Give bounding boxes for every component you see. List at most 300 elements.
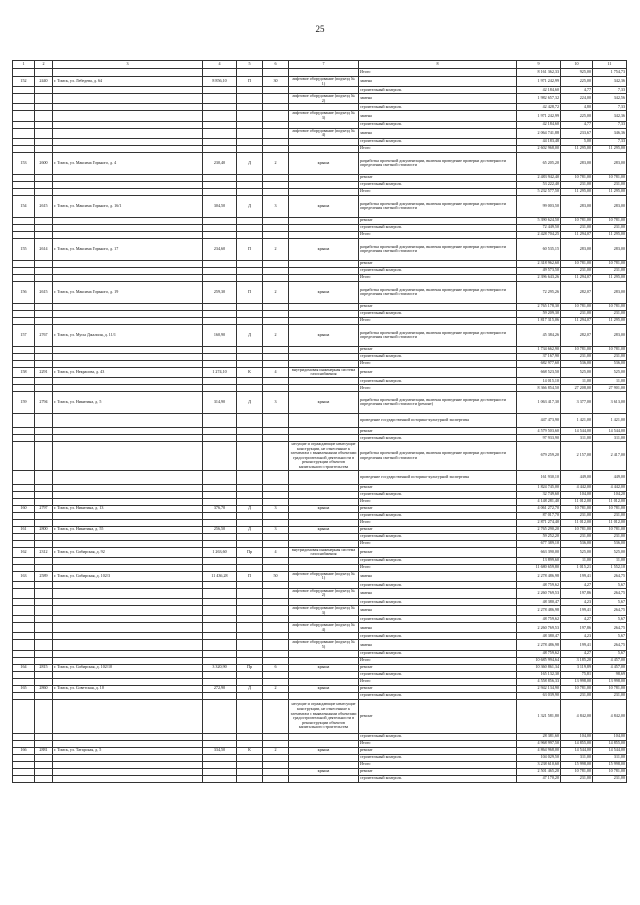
table-cell [35, 138, 53, 145]
table-cell: крыша [289, 685, 359, 692]
table-cell: 225,00 [561, 77, 593, 87]
table-cell: 2 [263, 152, 289, 174]
table-cell: 342,36 [593, 77, 627, 87]
table-cell [203, 678, 237, 685]
table-cell: 1 824 745,00 [517, 484, 561, 491]
table-cell [263, 427, 289, 434]
table-cell [237, 699, 263, 733]
table-cell: 3 377,00 [561, 391, 593, 413]
table-cell: 48 380,47 [517, 633, 561, 640]
table-cell: Д [237, 685, 263, 692]
table-cell [289, 138, 359, 145]
table-cell: 2589 [35, 571, 53, 581]
table-cell: крыша [289, 664, 359, 671]
table-row [13, 391, 627, 413]
table-cell: 165 132,30 [517, 671, 561, 678]
table-cell [263, 678, 289, 685]
table-row [13, 427, 627, 434]
table-cell: 272,90 [203, 685, 237, 692]
table-cell: 5,67 [593, 581, 627, 588]
table-cell [203, 491, 237, 498]
table-cell: 7,33 [593, 87, 627, 94]
table-cell [289, 519, 359, 526]
table-cell: г. Томск, ул. Максима Горького, д. 16/1 [53, 195, 203, 217]
table-cell [53, 623, 203, 633]
table-cell: К [237, 367, 263, 377]
table-cell [237, 441, 263, 470]
table-cell: разработка проектной документации, включая проведение проверки достоверности определения сметной стоимости [359, 441, 517, 470]
table-cell: 4,77 [561, 121, 593, 128]
table-cell: 1 982 657,32 [517, 94, 561, 104]
table-cell [289, 434, 359, 441]
table-cell [203, 512, 237, 519]
table-cell: 282,07 [561, 324, 593, 346]
table-cell: внутридомовая инженерная система газоснабжения [289, 367, 359, 377]
table-cell [53, 267, 203, 274]
table-cell: 163 [13, 571, 35, 581]
table-cell: 536,00 [593, 360, 627, 367]
table-row [13, 519, 627, 526]
table-cell [35, 678, 53, 685]
table-cell [53, 128, 203, 138]
table-cell [263, 188, 289, 195]
table-cell [13, 588, 35, 598]
table-row [13, 174, 627, 181]
table-cell: ремонт [359, 547, 517, 557]
table-row [13, 512, 627, 519]
table-cell [13, 346, 35, 353]
table-cell: ремонт [359, 367, 517, 377]
table-cell [237, 533, 263, 540]
table-cell [35, 775, 53, 782]
table-row [13, 484, 627, 491]
table-cell [263, 377, 289, 384]
table-cell [35, 434, 53, 441]
table-cell [35, 671, 53, 678]
table-cell [203, 138, 237, 145]
table-row [13, 138, 627, 145]
table-cell: строительный контроль [359, 181, 517, 188]
table-cell [263, 224, 289, 231]
table-cell: 2 501 465,20 [517, 768, 561, 775]
table-cell: 536,00 [561, 360, 593, 367]
table-cell [35, 111, 53, 121]
table-cell: ремонт [359, 303, 517, 310]
table-cell: разработка проектной документации, включая проведение проверки достоверности определения сметной стоимости [359, 238, 517, 260]
table-cell: Д [237, 505, 263, 512]
table-cell: 1 552,10 [593, 564, 627, 571]
table-cell: 10 781,00 [593, 505, 627, 512]
table-cell: 3 [263, 195, 289, 217]
table-cell [289, 733, 359, 740]
table-cell [237, 491, 263, 498]
table-cell [263, 441, 289, 470]
table-cell [203, 87, 237, 94]
table-cell [35, 94, 53, 104]
table-cell: 50 [263, 571, 289, 581]
table-cell [13, 740, 35, 747]
table-cell: г. Томск, ул. Сибирская, д. 92 [53, 547, 203, 557]
table-cell [263, 692, 289, 699]
table-cell: 283,00 [593, 152, 627, 174]
table-cell: 197,86 [561, 623, 593, 633]
table-cell [237, 754, 263, 761]
table-cell: Итого [359, 740, 517, 747]
table-cell [203, 640, 237, 650]
table-cell: 1 421,00 [561, 413, 593, 427]
table-cell [13, 540, 35, 547]
table-cell [35, 606, 53, 616]
table-cell: 48 380,47 [517, 599, 561, 606]
table-cell: 231,00 [593, 533, 627, 540]
table-row [13, 633, 627, 640]
table-cell: 5,67 [593, 650, 627, 657]
table-cell [263, 303, 289, 310]
table-cell [53, 640, 203, 650]
table-cell [289, 470, 359, 484]
table-cell [237, 581, 263, 588]
table-cell [263, 768, 289, 775]
table-cell: 4 442,00 [593, 484, 627, 491]
table-cell: 11 295,00 [593, 231, 627, 238]
table-row [13, 557, 627, 564]
table-cell: 4 558 856,33 [517, 678, 561, 685]
table-cell [53, 87, 203, 94]
table-cell: 72 295,26 [517, 281, 561, 303]
table-cell [53, 633, 203, 640]
table-cell: 311,00 [593, 434, 627, 441]
table-cell [35, 540, 53, 547]
table-cell: П [237, 238, 263, 260]
table-cell [13, 733, 35, 740]
table-cell [35, 470, 53, 484]
table-cell: 1 063 417,30 [517, 391, 561, 413]
table-cell [53, 231, 203, 238]
table-cell [289, 377, 359, 384]
table-cell: 104 029,50 [517, 754, 561, 761]
table-cell: г. Томск, ул. Советская, д. 10 [53, 685, 203, 692]
table-cell [263, 94, 289, 104]
table-cell: 5,67 [593, 616, 627, 623]
table-cell: 14 855,00 [593, 740, 627, 747]
table-cell: 72 449,50 [517, 224, 561, 231]
table-cell [237, 733, 263, 740]
table-cell: лифтовое оборудование (подъезд № 3) [289, 606, 359, 616]
table-cell [203, 267, 237, 274]
table-cell [53, 768, 203, 775]
table-cell: 63 039,90 [517, 692, 561, 699]
column-header: 11 [593, 61, 627, 69]
table-cell [203, 94, 237, 104]
table-cell [35, 260, 53, 267]
table-cell: замена [359, 77, 517, 87]
table-cell: 11 436,28 [203, 571, 237, 581]
table-cell [203, 260, 237, 267]
table-cell: 283,00 [593, 195, 627, 217]
table-cell: 1 263,60 [203, 547, 237, 557]
table-cell: строительный контроль [359, 633, 517, 640]
table-row [13, 533, 627, 540]
table-cell: 283,00 [593, 324, 627, 346]
table-cell: 11,00 [593, 377, 627, 384]
table-cell: 2 [263, 324, 289, 346]
table-cell: замена [359, 111, 517, 121]
table-cell [53, 174, 203, 181]
table-cell [13, 267, 35, 274]
table-cell [35, 267, 53, 274]
table-cell [237, 564, 263, 571]
table-cell [53, 699, 203, 733]
table-cell: 231,00 [561, 267, 593, 274]
table-cell: разработка проектной документации, включая проведение проверки достоверности определения сметной стоимости [359, 152, 517, 174]
table-cell: строительный контроль [359, 121, 517, 128]
table-cell: Итого [359, 231, 517, 238]
table-cell [13, 260, 35, 267]
table-cell [13, 303, 35, 310]
table-cell [289, 384, 359, 391]
table-cell: 10 781,00 [561, 768, 593, 775]
table-cell: замена [359, 588, 517, 598]
table-cell [289, 557, 359, 564]
table-cell: Д [237, 526, 263, 533]
table-cell: 283,00 [561, 152, 593, 174]
table-cell: 525,00 [561, 547, 593, 557]
table-row [13, 685, 627, 692]
table-cell [289, 564, 359, 571]
table-cell: 2 602 968,00 [517, 145, 561, 152]
table-cell [263, 267, 289, 274]
table-cell: 2 260 769,53 [517, 623, 561, 633]
table-cell [53, 274, 203, 281]
table-cell [53, 224, 203, 231]
table-cell [263, 69, 289, 77]
table-cell: лифтовое оборудование (подъезд № 1) [289, 77, 359, 87]
table-cell: 11 295,00 [593, 317, 627, 324]
table-cell [263, 657, 289, 664]
table-cell: 4 442,00 [561, 484, 593, 491]
table-cell [263, 310, 289, 317]
table-cell: ремонт [359, 768, 517, 775]
table-cell [53, 346, 203, 353]
table-cell: 2 260 769,53 [517, 588, 561, 598]
table-cell [237, 768, 263, 775]
table-cell [35, 69, 53, 77]
table-cell: 159 [13, 391, 35, 413]
table-cell [13, 377, 35, 384]
table-cell: 3 320,90 [203, 664, 237, 671]
table-cell: ремонт [359, 346, 517, 353]
table-cell [263, 588, 289, 598]
table-cell: 2 318 962,60 [517, 260, 561, 267]
table-cell: ремонт [359, 699, 517, 733]
table-row [13, 606, 627, 616]
table-cell [289, 188, 359, 195]
table-cell [53, 145, 203, 152]
table-cell: 37 167,90 [517, 353, 561, 360]
table-cell: 3 [263, 391, 289, 413]
table-cell [203, 231, 237, 238]
table-cell: крыша [289, 526, 359, 533]
table-cell [263, 616, 289, 623]
table-cell [289, 231, 359, 238]
table-row [13, 434, 627, 441]
table-cell: 231,00 [561, 181, 593, 188]
table-cell [203, 346, 237, 353]
table-row [13, 128, 627, 138]
table-cell: 1 274,10 [203, 367, 237, 377]
table-cell: Итого [359, 274, 517, 281]
table-cell [289, 657, 359, 664]
table-row [13, 498, 627, 505]
table-cell [53, 740, 203, 747]
table-cell: ремонт [359, 260, 517, 267]
table-row [13, 231, 627, 238]
table-cell: 264,75 [593, 640, 627, 650]
table-cell: 199,41 [561, 606, 593, 616]
table-cell [263, 317, 289, 324]
table-cell [203, 353, 237, 360]
table-cell: 2860 [35, 685, 53, 692]
table-cell [289, 224, 359, 231]
table-row [13, 640, 627, 650]
table-cell [237, 217, 263, 224]
table-cell: 1 734 662,90 [517, 346, 561, 353]
table-cell [289, 317, 359, 324]
table-cell: 153 [13, 152, 35, 174]
table-cell: крыша [289, 768, 359, 775]
table-cell: 1 421,00 [593, 413, 627, 427]
table-cell: 4,80 [561, 104, 593, 111]
table-cell: ремонт [359, 217, 517, 224]
table-cell: 231,00 [561, 692, 593, 699]
table-row [13, 367, 627, 377]
table-cell: 1 015,21 [561, 564, 593, 571]
table-cell [203, 69, 237, 77]
table-cell: 231,00 [593, 181, 627, 188]
table-cell [35, 121, 53, 128]
table-cell [289, 181, 359, 188]
table-cell [13, 623, 35, 633]
table-cell: 3 185,20 [561, 657, 593, 664]
table-cell [53, 413, 203, 427]
table-cell [237, 588, 263, 598]
table-cell [13, 557, 35, 564]
table-cell: 10 781,00 [561, 174, 593, 181]
table-cell: 4,77 [561, 87, 593, 94]
table-cell [53, 181, 203, 188]
table-cell [53, 512, 203, 519]
table-cell [237, 692, 263, 699]
table-cell [35, 699, 53, 733]
table-cell [13, 678, 35, 685]
table-cell: 15 998,00 [593, 761, 627, 768]
table-row [13, 152, 627, 174]
table-cell [289, 174, 359, 181]
table-cell: лифтовое оборудование (подъезд № 2) [289, 588, 359, 598]
table-cell: 11 294,07 [561, 274, 593, 281]
table-cell: 14 015,10 [517, 377, 561, 384]
table-cell: строительный контроль [359, 599, 517, 606]
table-cell [263, 733, 289, 740]
table-cell: 925,00 [561, 69, 593, 77]
table-cell [53, 317, 203, 324]
table-cell: строительный контроль [359, 650, 517, 657]
column-header: 2 [35, 61, 53, 69]
table-cell [289, 104, 359, 111]
table-cell: ремонт [359, 427, 517, 434]
table-cell [263, 599, 289, 606]
table-cell: 231,00 [593, 512, 627, 519]
table-row [13, 678, 627, 685]
table-cell: ремонт [359, 505, 517, 512]
table-cell: 11,00 [561, 557, 593, 564]
table-cell [237, 640, 263, 650]
table-cell [13, 217, 35, 224]
table-cell [237, 267, 263, 274]
table-cell: 231,00 [561, 224, 593, 231]
table-cell [237, 650, 263, 657]
table-cell: строительный контроль [359, 671, 517, 678]
table-cell: 2 871 274,40 [517, 519, 561, 526]
table-cell: 536,00 [561, 540, 593, 547]
table-cell [13, 145, 35, 152]
table-cell: 42 184,60 [517, 121, 561, 128]
table-cell [35, 692, 53, 699]
table-row [13, 599, 627, 606]
table-cell: несущие и ограждающие ненесущие конструкции, не отнесенные к элементам с выявленными объектами градостроительной деятельности в реконструкции объектов капитального строительства [289, 699, 359, 733]
table-cell: 3 613,00 [593, 391, 627, 413]
table-cell: 45 384,26 [517, 324, 561, 346]
table-cell [53, 484, 203, 491]
table-cell [289, 427, 359, 434]
table-cell: 11 012,00 [593, 519, 627, 526]
table-cell: 2312 [35, 547, 53, 557]
table-cell [53, 519, 203, 526]
table-cell: 10 781,00 [561, 505, 593, 512]
table-cell [203, 599, 237, 606]
table-cell [263, 145, 289, 152]
table-cell: 4 457,00 [593, 657, 627, 664]
table-cell [237, 740, 263, 747]
table-cell: 2 765 178,30 [517, 303, 561, 310]
table-row [13, 441, 627, 470]
table-cell [203, 377, 237, 384]
table-cell: 231,00 [561, 533, 593, 540]
table-cell: П [237, 571, 263, 581]
table-cell: 2 [263, 685, 289, 692]
table-cell: несущие и ограждающие ненесущие конструкции, не отнесенные к элементам с выявленными объектами градостроительной деятельности в реконструкции объектов капитального строительства [289, 441, 359, 470]
table-cell [237, 69, 263, 77]
table-cell: Д [237, 195, 263, 217]
table-cell [13, 606, 35, 616]
table-cell: 4 [263, 367, 289, 377]
table-cell: 59 252,20 [517, 533, 561, 540]
table-cell [35, 346, 53, 353]
table-cell [35, 640, 53, 650]
table-cell [53, 310, 203, 317]
table-cell [13, 121, 35, 128]
table-cell: г. Томск, ул. Никитина, д. 55 [53, 526, 203, 533]
table-cell [35, 588, 53, 598]
table-row [13, 121, 627, 128]
table-cell [289, 346, 359, 353]
table-cell: строительный контроль [359, 557, 517, 564]
table-cell [237, 671, 263, 678]
table-cell: строительный контроль [359, 581, 517, 588]
table-cell [53, 616, 203, 623]
table-cell [13, 427, 35, 434]
table-cell: 311,00 [593, 754, 627, 761]
